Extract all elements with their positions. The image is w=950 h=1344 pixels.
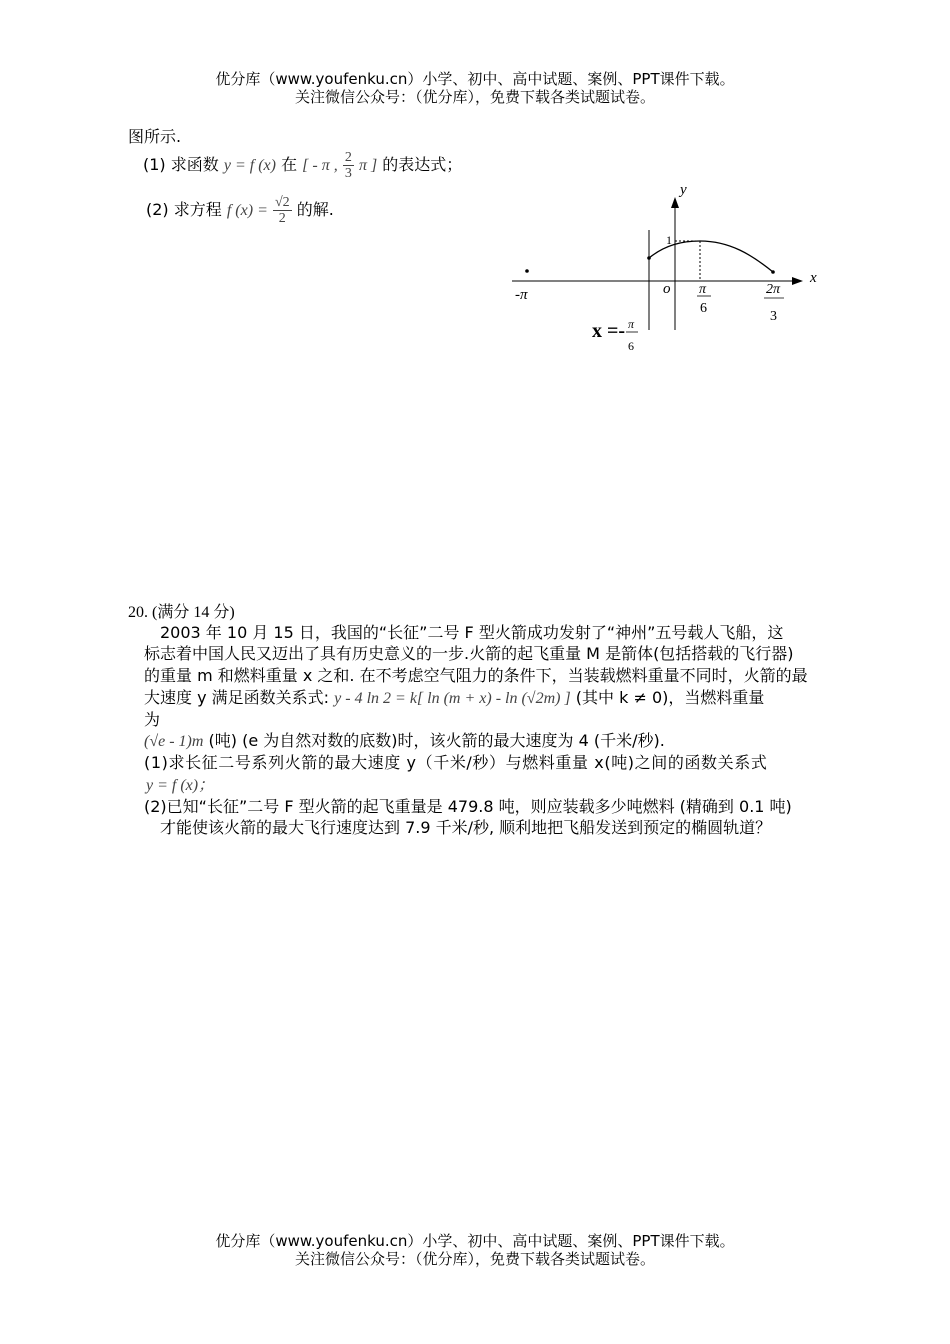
footer-line-2: 关注微信公众号：（优分库），免费下载各类试题试卷。: [294, 1250, 655, 1268]
tpi3-num: 2π: [766, 282, 781, 297]
q20-line-1: 2003 年 10 月 15 日，我国的“长征”二号 F 型火箭成功发射了“神州”五号载人飞船，这: [160, 623, 784, 642]
point-neg-pi: [525, 269, 529, 273]
header-line-1: 优分库（www.youfenku.cn）小学、初中、高中试题、案例、PPT课件下载。: [215, 70, 735, 88]
tick-one-label: 1: [666, 233, 672, 247]
sine-curve: [649, 241, 773, 272]
q19-part2-frac-num: √2: [274, 195, 290, 210]
y-axis-label: y: [680, 182, 687, 198]
q20-line-5: 为: [144, 710, 161, 729]
y-axis-arrow: [671, 197, 679, 208]
x-axis-label: x: [810, 270, 817, 286]
q19-part2-fraction: [273, 195, 292, 226]
q20-line-7: (1)求长征二号系列火箭的最大速度 y（千米/秒）与燃料重量 x(吨)之间的函数关系式: [144, 753, 768, 772]
pi6-num: π: [699, 282, 707, 297]
q20-func-expr: y = f (x)；: [146, 777, 215, 794]
q20-title: 20. (满分 14 分): [128, 604, 235, 621]
q20-line-6: [144, 728, 665, 751]
point-left: [647, 256, 651, 260]
q19-part1-frac-num: 2: [344, 150, 352, 165]
q20-line-6-text: (吨) (e 为自然对数的底数)时，该火箭的最大速度为 4 (千米/秒).: [208, 731, 665, 750]
point-right: [771, 270, 775, 274]
tpi3-den: 3: [770, 309, 777, 324]
q20-line-4: [144, 685, 764, 708]
q19-part2: [146, 195, 334, 226]
q19-part1-text-a: (1) 求函数: [143, 155, 219, 174]
q19-part2-text-a: (2) 求方程: [146, 200, 222, 219]
q19-part1-interval-left: [ - π ,: [302, 157, 338, 174]
q20-line-8: [146, 772, 214, 795]
q20-line-9: (2)已知“长征”二号 F 型火箭的起飞重量是 479.8 吨，则应装载多少吨燃料 (精确到 0.1 吨): [144, 797, 792, 816]
page-header: [0, 70, 950, 106]
pi6-den: 6: [700, 301, 707, 316]
q20-fuel-expr: (√e - 1)m: [144, 733, 204, 750]
q19-part1-text-b: 在: [281, 155, 298, 174]
neg-pi-label: -π: [515, 287, 528, 303]
footer-line-1: 优分库（www.youfenku.cn）小学、初中、高中试题、案例、PPT课件下载。: [215, 1232, 735, 1250]
q19-part1-frac-den: 3: [344, 166, 352, 181]
q19-part1-func: y = f (x): [223, 157, 276, 174]
q20-formula: y - 4 ln 2 = k[ ln (m + x) - ln (√2m) ]: [334, 690, 571, 707]
origin-label: o: [663, 281, 671, 297]
q19-part1: [143, 150, 462, 181]
x-eq-num: π: [628, 317, 635, 331]
q19-part2-frac-den: 2: [278, 211, 286, 226]
q19-part1-interval-right: π ]: [358, 157, 378, 174]
page-footer: [0, 1232, 950, 1268]
q19-part1-text-c: 的表达式；: [382, 155, 463, 174]
q19-intro: 图所示.: [128, 127, 182, 146]
q20-line-2: 标志着中国人民又迈出了具有历史意义的一步.火箭的起飞重量 M 是箭体(包括搭载的飞行器): [144, 644, 794, 663]
x-eq-label: x =-: [592, 320, 626, 342]
q20-line-10: 才能使该火箭的最大飞行速度达到 7.9 千米/秒, 顺利地把飞船发送到预定的椭圆轨道？: [160, 818, 772, 837]
q19-part2-text-b: 的解.: [296, 200, 334, 219]
q19-part2-func: f (x) =: [226, 202, 268, 219]
header-line-2: 关注微信公众号：（优分库），免费下载各类试题试卷。: [294, 88, 655, 106]
q20-line-4-text-a: 大速度 y 满足函数关系式:: [144, 688, 330, 707]
q20-line-3: 的重量 m 和燃料重量 x 之和. 在不考虑空气阻力的条件下，当装载燃料重量不同时，火箭的最: [144, 666, 808, 685]
q20-line-4-text-b: (其中 k ≠ 0)，当燃料重量: [575, 688, 765, 707]
x-eq-den: 6: [628, 339, 634, 353]
q19-part1-fraction: [343, 150, 354, 181]
x-axis-arrow: [792, 277, 803, 285]
